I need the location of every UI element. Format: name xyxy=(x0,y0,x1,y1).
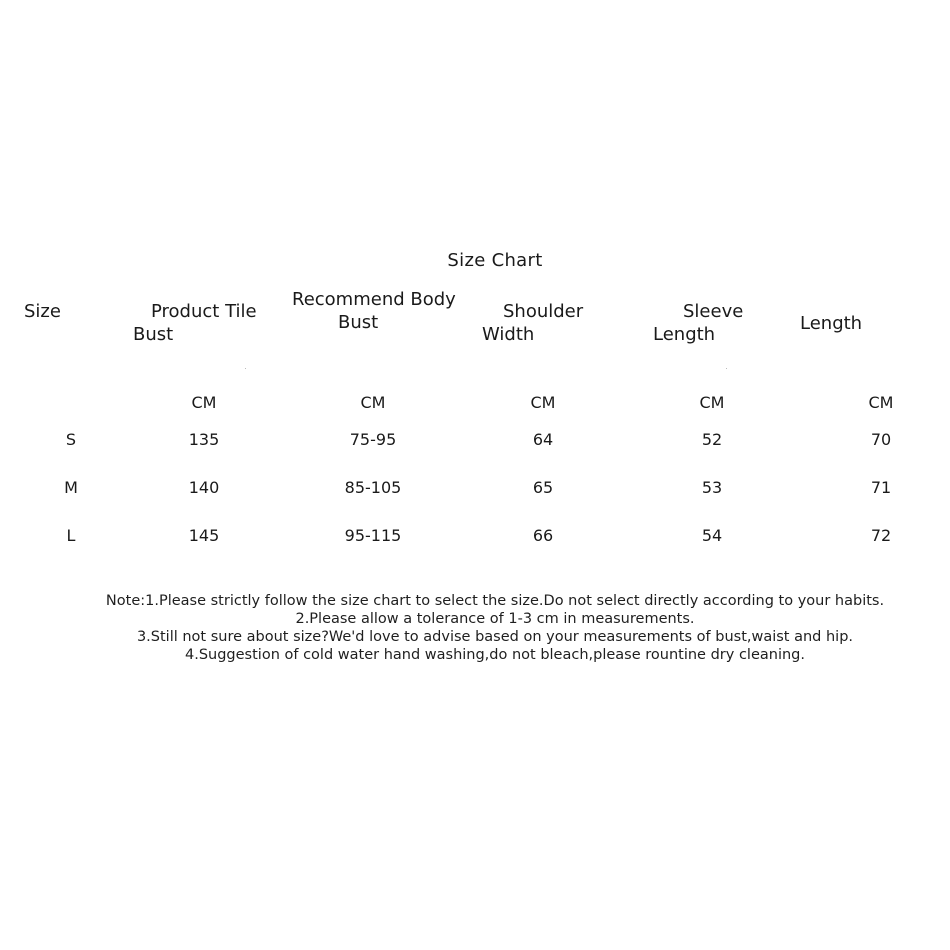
table-cell: 53 xyxy=(701,478,723,497)
header-size: Size xyxy=(24,301,61,322)
table-cell: 145 xyxy=(188,526,220,545)
size-label: S xyxy=(65,430,77,449)
table-cell: 140 xyxy=(188,478,220,497)
unit-cell: CM xyxy=(530,393,556,412)
note-line: 2.Please allow a tolerance of 1-3 cm in measurements. xyxy=(295,611,695,627)
size-label: M xyxy=(64,478,78,497)
header-length: Length xyxy=(800,313,863,334)
table-cell: 64 xyxy=(532,430,554,449)
table-cell: 70 xyxy=(870,430,892,449)
header-shoulder-width: Shoulder Width xyxy=(482,301,584,345)
header-sleeve-length: Sleeve Length xyxy=(653,301,744,345)
table-cell: 85-105 xyxy=(344,478,402,497)
chart-title: Size Chart xyxy=(447,250,543,271)
table-cell: 66 xyxy=(532,526,554,545)
table-cell: 95-115 xyxy=(344,526,402,545)
table-cell: 52 xyxy=(701,430,723,449)
table-cell: 75-95 xyxy=(349,430,397,449)
table-cell: 65 xyxy=(532,478,554,497)
header-recommend-body-bust: Recommend Body Bust xyxy=(292,289,456,333)
note-line: Note:1.Please strictly follow the size chart to select the size.Do not select directly according to your habits. xyxy=(105,593,885,609)
table-cell: 71 xyxy=(870,478,892,497)
table-cell: 54 xyxy=(701,526,723,545)
unit-cell: CM xyxy=(191,393,217,412)
unit-cell: CM xyxy=(868,393,894,412)
unit-cell: CM xyxy=(699,393,725,412)
size-label: L xyxy=(66,526,76,545)
table-cell: 72 xyxy=(870,526,892,545)
size-notes xyxy=(0,592,950,664)
table-cell: 135 xyxy=(188,430,220,449)
note-line: 4.Suggestion of cold water hand washing,do not bleach,please rountine dry cleaning. xyxy=(185,647,805,663)
speck-mark xyxy=(245,368,246,369)
header-product-bust: Product Tile Bust xyxy=(133,301,257,345)
speck-mark xyxy=(726,368,727,369)
unit-cell: CM xyxy=(360,393,386,412)
note-line: 3.Still not sure about size?We'd love to advise based on your measurements of bust,waist and hip. xyxy=(136,629,854,645)
